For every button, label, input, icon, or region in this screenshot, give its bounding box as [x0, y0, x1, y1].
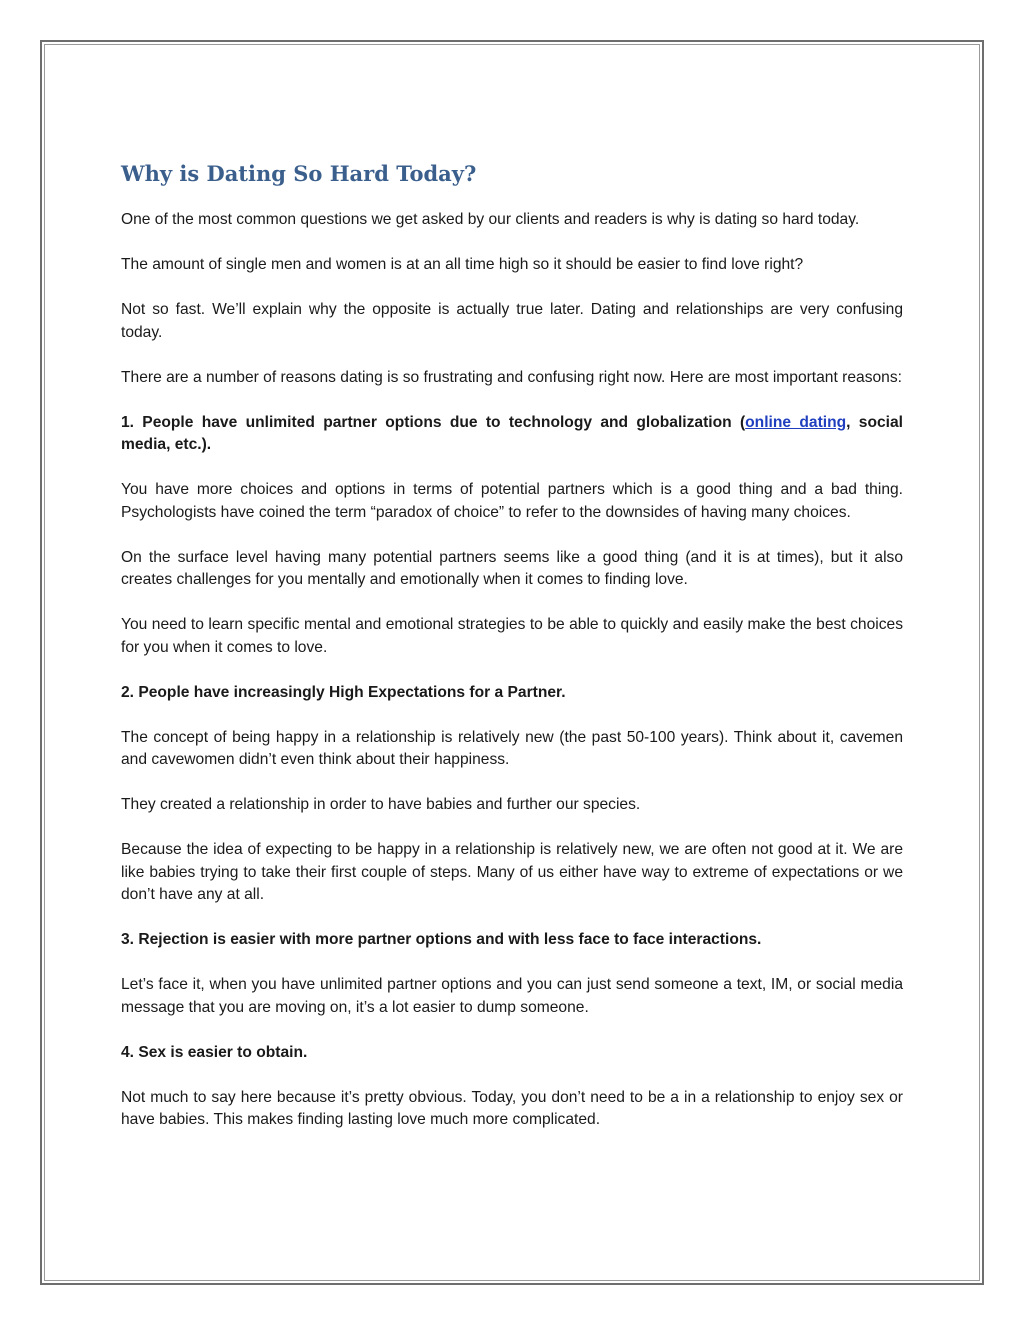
- document-title: Why is Dating So Hard Today?: [121, 161, 477, 186]
- paragraph-strategies: You need to learn specific mental and emotional strategies to be able to quickly and easily make the best choices for you when it comes to love.: [121, 616, 903, 656]
- paragraph-sex-easier: Not much to say here because it’s pretty obvious. Today, you don’t need to be a in a relationship to enjoy sex or have babies. This makes finding lasting love much more complicated.: [121, 1088, 903, 1128]
- heading-reason-1-text-start: 1. People have unlimited partner options due to technology and globalization (: [121, 413, 746, 431]
- heading-reason-1: [121, 412, 903, 457]
- heading-reason-4: 4. Sex is easier to obtain.: [121, 1043, 308, 1061]
- paragraph-expectations: Because the idea of expecting to be happy in a relationship is relatively new, we are often not good at it. We are like babies trying to take their first couple of steps. Many of us either have way to extreme of expectations or we don’t have any at all.: [121, 841, 903, 903]
- online-dating-link[interactable]: online dating: [745, 413, 847, 431]
- paragraph-surface-level: On the surface level having many potential partners seems like a good thing (and it is at times), but it also creates challenges for you mentally and emotionally when it comes to finding love.: [121, 548, 903, 588]
- paragraph-not-so-fast: Not so fast. We’ll explain why the opposite is actually true later. Dating and relationships are very confusing today.: [121, 301, 903, 341]
- document-body: [121, 158, 903, 1154]
- heading-reason-1-text-end: , social media, etc.).: [121, 413, 903, 453]
- paragraph-single-population: The amount of single men and women is at an all time high so it should be easier to find love right?: [121, 256, 804, 273]
- heading-reason-3: 3. Rejection is easier with more partner options and with less face to face interactions.: [121, 931, 762, 948]
- paragraph-intro: One of the most common questions we get asked by our clients and readers is why is dating so hard today.: [121, 211, 860, 228]
- paragraph-rejection: Let’s face it, when you have unlimited partner options and you can just send someone a text, IM, or social media message that you are moving on, it’s a lot easier to dump someone.: [121, 976, 903, 1016]
- paragraph-babies-species: They created a relationship in order to have babies and further our species.: [121, 796, 641, 813]
- paragraph-happiness-concept: The concept of being happy in a relationship is relatively new (the past 50-100 years). Think about it, cavemen and cavewomen didn’t even think about their happiness.: [121, 728, 903, 768]
- paragraph-reasons-intro: There are a number of reasons dating is so frustrating and confusing right now. Here are most important reasons:: [121, 368, 902, 386]
- paragraph-paradox-of-choice: You have more choices and options in terms of potential partners which is a good thing and a bad thing. Psychologists have coined the term “paradox of choice” to refer to the downsides of having many choices.: [121, 481, 903, 521]
- heading-reason-2: 2. People have increasingly High Expectations for a Partner.: [121, 683, 566, 701]
